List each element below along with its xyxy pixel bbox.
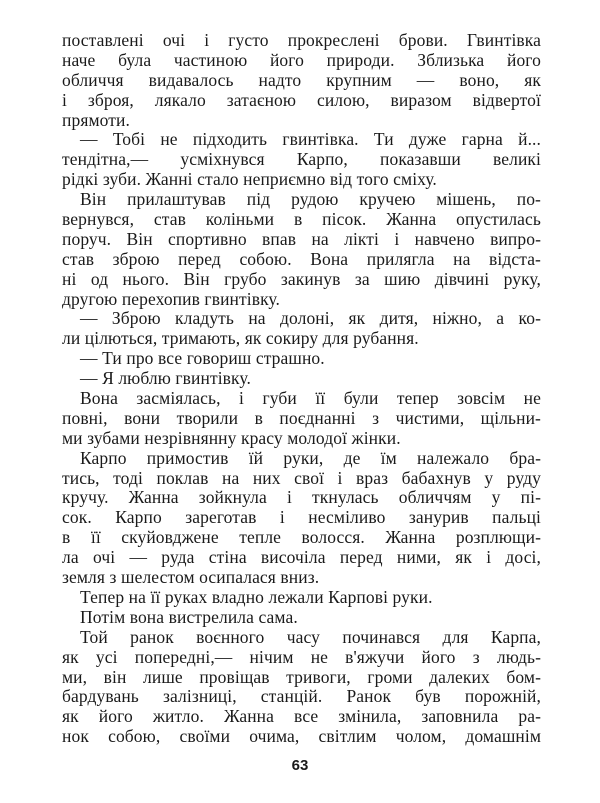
- text-line: ні од нього. Він грубо закинув за шию дівчині руку,: [62, 268, 541, 289]
- paragraph: [62, 31, 541, 130]
- paragraph: [62, 130, 541, 190]
- paragraph: [62, 389, 541, 449]
- paragraph: [62, 588, 541, 608]
- text-line: Той ранок воєнного часу починався для Карпа,: [80, 626, 541, 647]
- text-line: бардувань залізниці, станцій. Ранок був порожній,: [62, 686, 541, 707]
- text-line: ла очі — руда стіна височіла перед ними, як і досі,: [62, 547, 541, 568]
- text-line: став зброю перед собою. Вона прилягла на відста-: [62, 248, 541, 269]
- text-line: ли цілються, тримають, як сокиру для рубання.: [62, 328, 419, 349]
- text-line: і зброя, лякало затаєною силою, виразом відвертої: [62, 89, 541, 110]
- text-line: обличчя видавалось надто крупним — воно, як: [62, 69, 541, 90]
- text-line: поставлені очі і густо прокреслені брови. Гвинтівка: [62, 30, 541, 50]
- text-line: прямоти.: [62, 109, 130, 130]
- text-line: тендітна,— усміхнувся Карпо, показавши великі: [62, 149, 541, 170]
- paragraph: [62, 369, 541, 389]
- text-line: — Ти про все говориш страшно.: [80, 348, 325, 369]
- text-line: повні, вони творили в поєднанні з чистими, щільни-: [62, 407, 541, 428]
- text-line: — Тобі не підходить гвинтівка. Ти дуже гарна й...: [80, 129, 541, 150]
- text-line: — Зброю кладуть на долоні, як дитя, ніжно, а ко-: [80, 308, 541, 329]
- text-line: Він прилаштував під рудою кручею мішень, по-: [80, 189, 541, 210]
- text-line: в її скуйовджене тепле волосся. Жанна розплющи-: [62, 527, 541, 548]
- paragraph: [62, 608, 541, 628]
- text-line: тись, тоді поклав на них свої і враз бабахнув у руду: [62, 467, 541, 488]
- text-line: Карпо примостив їй руки, де їм належало бра-: [80, 447, 541, 468]
- text-line: рідкі зуби. Жанні стало неприємно від того сміху.: [62, 169, 437, 190]
- text-line: земля з шелестом осипалася вниз.: [62, 567, 320, 588]
- paragraph: [62, 449, 541, 588]
- paragraph: [62, 190, 541, 309]
- text-line: наче була частиною його природи. Зблизька його: [62, 49, 541, 70]
- text-line: сок. Карпо зареготав і несміливо занурив пальці: [62, 507, 541, 528]
- text-line: поруч. Він спортивно впав на лікті і навчено випро-: [62, 228, 541, 249]
- text-line: кручу. Жанна зойкнула і ткнулась обличчям у пі-: [62, 487, 541, 508]
- paragraph: [62, 309, 541, 349]
- text-line: як його житло. Жанна все змінила, заповнила ра-: [62, 706, 541, 727]
- text-line: — Я люблю гвинтівку.: [80, 368, 251, 389]
- paragraph: [62, 628, 541, 747]
- text-line: нок собою, своїми очима, світлим чолом, домашнім: [62, 726, 541, 747]
- page-body-text: [62, 31, 541, 747]
- text-line: вернувся, став коліньми в пісок. Жанна опустилась: [62, 209, 541, 230]
- page-number: 63: [291, 757, 309, 774]
- paragraph: [62, 349, 541, 369]
- text-line: Вона засміялась, і губи її були тепер зовсім не: [80, 388, 541, 409]
- text-line: ми, він лише провіщав тривоги, громи далеких бом-: [62, 666, 541, 687]
- text-line: ми зубами незрівнянну красу молодої жінки.: [62, 427, 401, 448]
- text-line: другою перехопив гвинтівку.: [62, 288, 281, 309]
- text-line: Тепер на її руках владно лежали Карпові руки.: [80, 586, 433, 607]
- text-line: Потім вона вистрелила сама.: [80, 606, 298, 627]
- text-line: як усі попередні,— нічим не в'яжучи його з людь-: [62, 646, 541, 667]
